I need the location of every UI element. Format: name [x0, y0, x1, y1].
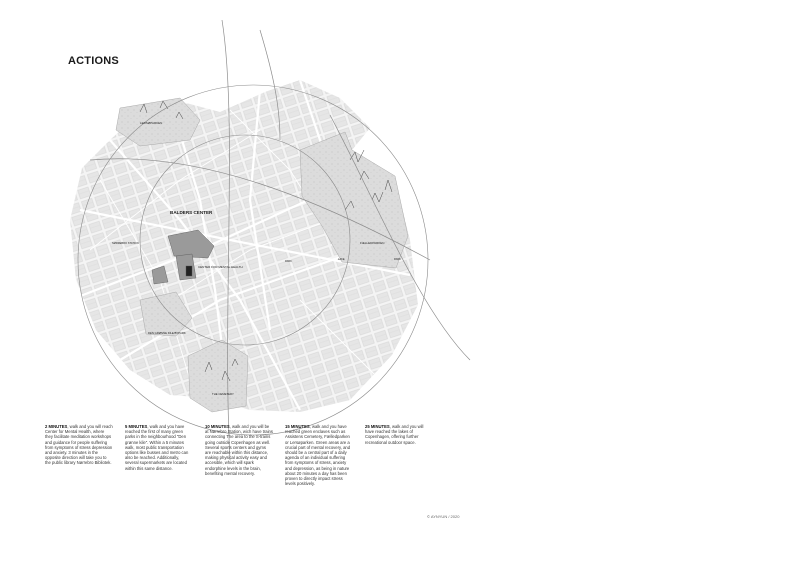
column-heading: 15 MINUTES	[285, 424, 310, 429]
column-text: , walk and you will be at Nørrebro Station, wich have trains connecting The area to the S-trains going outside Copenhagen as well. Several sports centers and gyms are reachable within this distance, making physical activity easy and accesible, which will spark endorphine levels in the brain, benefiting mental recovery.	[205, 424, 273, 476]
label-the-cemetery: THE CEMETERY	[212, 392, 234, 396]
label-small-3: PARK	[394, 258, 401, 261]
label-lersoparken: LERSØPARKEN	[140, 121, 163, 125]
column-5-minutes	[125, 424, 193, 471]
column-text: , walk and you have reached green enclaves such as Assistens Cemetery, Fælledparken or Lersøparken. Green areas are a crucial part of mental recovery, and should be a central part of a daily agenda of an individual suffering from symptoms of stress, anxiety and depression, as being in nature about 20 minutes a day has been proven to directly impact stress levels positively.	[285, 424, 351, 487]
column-heading: 25 MINUTES	[365, 424, 390, 429]
column-text: , walk and you will have reached the lakes of Copenhagen, offering further recreational outdoor space.	[365, 424, 424, 445]
label-small-1: PARK	[285, 260, 292, 263]
label-center-mental-health: CENTER FOR MENTAL HEALTH	[198, 265, 243, 269]
column-heading: 10 MINUTES	[205, 424, 230, 429]
page-title: ACTIONS	[68, 55, 119, 67]
label-faelledparken: FÆLLEDPARKEN	[360, 241, 385, 245]
column-15-minutes	[285, 424, 353, 486]
column-25-minutes	[365, 424, 433, 445]
column-10-minutes	[205, 424, 273, 476]
column-heading: 2 MINUTES	[45, 424, 68, 429]
credit-line: © AYNYUN / 2020	[427, 514, 460, 519]
label-den-gronne-kile: DEN GRØNNE KILE/BYPARK	[148, 331, 186, 335]
column-text: , walk and you will reach Center for Mental Health, where they facilitate meditation workshops and guidance for people suffering from symptoms of stress depression and anxiety. 3 minutes in the opposite direction will take you to the public library Nørrebro Bibliotek.	[45, 424, 113, 466]
label-small-2: LAKE	[338, 258, 345, 261]
label-balders-center: BALDERS CENTER	[170, 210, 213, 215]
column-text: , walk and you have reached the first of many green parks in the neighbourhood "Den grønne kile". Within a 5 minutes walk, most public transportation options like busses and metro can also be reached. Additionally, several supermarkets are located within this same distance.	[125, 424, 189, 471]
label-norrebro-station: NØRREBRO STATION	[112, 242, 139, 245]
column-heading: 5 MINUTES	[125, 424, 148, 429]
column-2-minutes	[45, 424, 113, 466]
